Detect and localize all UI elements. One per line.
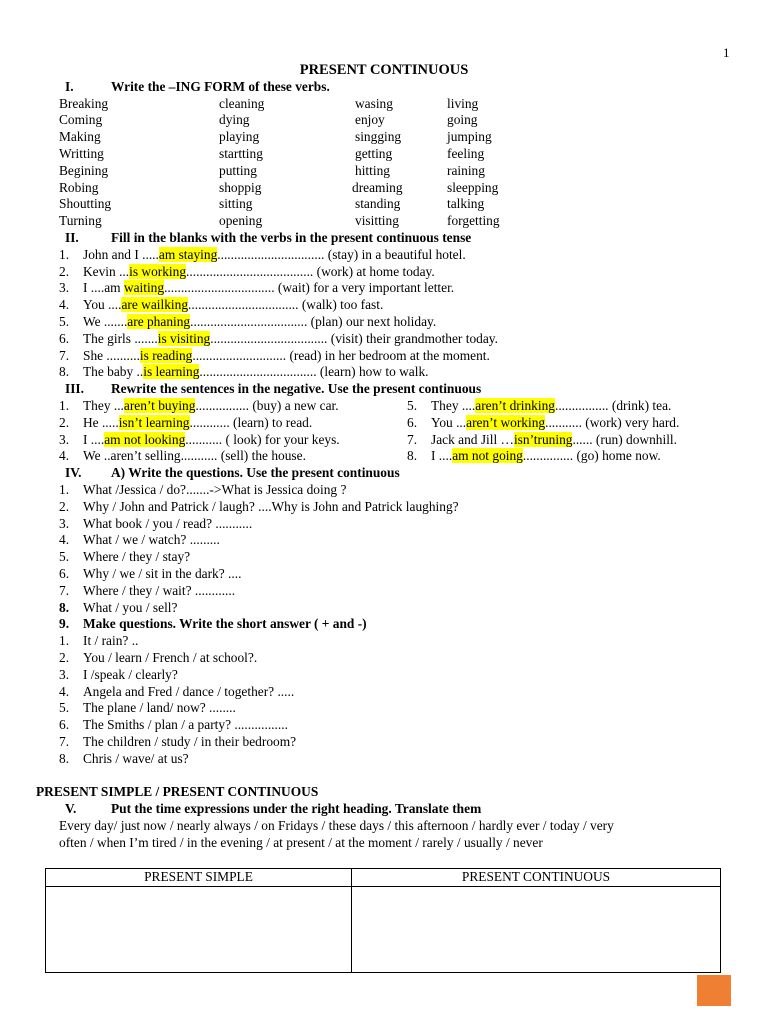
fill-blank-item xyxy=(0,314,768,331)
fill-blank-item xyxy=(0,297,768,314)
item-text: I /speak / clearly? xyxy=(83,666,178,682)
item-suffix: ............................ (read) in her bedroom at the moment. xyxy=(192,347,490,363)
item-prefix: I .... xyxy=(431,448,453,464)
highlighted-answer: am not looking xyxy=(104,431,186,447)
section-5-heading: V. Put the time expressions under the right heading. Translate them xyxy=(65,801,482,817)
question-item xyxy=(0,600,768,617)
highlighted-answer: am not going xyxy=(452,448,523,464)
section-4-heading: IV. A) Write the questions. Use the present continuous xyxy=(65,465,400,481)
verb-row: Robing shoppig dreaming sleepping xyxy=(59,179,499,195)
item-number: 2. xyxy=(59,414,70,430)
corner-color-box xyxy=(697,975,731,1006)
worksheet-title: PRESENT CONTINUOUS xyxy=(299,62,469,78)
item-text: The children / study / in their bedroom? xyxy=(83,733,297,749)
verb-row: Turning opening visitting forgetting xyxy=(59,213,500,229)
item-number: 1. xyxy=(59,397,70,413)
item-text xyxy=(83,432,340,449)
item-suffix: ................................... (plan) our next holiday. xyxy=(190,313,437,329)
fill-blank-item xyxy=(0,247,768,264)
highlighted-answer: aren’t working xyxy=(466,414,546,430)
item-number: 4. xyxy=(59,532,70,548)
item-prefix: He ..... xyxy=(83,414,119,430)
highlighted-answer: are wailking xyxy=(121,297,189,313)
item-prefix: You ... xyxy=(431,414,467,430)
question-item xyxy=(0,482,768,499)
item-prefix: They .... xyxy=(431,397,476,413)
item-prefix: The baby .. xyxy=(83,364,144,380)
item-number: 5. xyxy=(59,549,70,565)
verb-row: Begining putting hitting raining xyxy=(59,162,485,178)
highlighted-answer: isn’truning xyxy=(513,431,573,447)
section-2-list xyxy=(0,247,768,381)
short-answer-item xyxy=(0,734,768,751)
item-prefix: We ....... xyxy=(83,313,128,329)
item-text xyxy=(83,398,339,415)
item-suffix: ............ (learn) to read. xyxy=(189,414,313,430)
present-simple-header: PRESENT SIMPLE xyxy=(46,869,352,887)
item-prefix: Kevin ... xyxy=(83,263,130,279)
present-continuous-cell[interactable] xyxy=(352,886,721,972)
negative-item-row xyxy=(0,448,768,465)
item-text: Why / John and Patrick / laugh? ....Why is John and Patrick laughing? xyxy=(83,498,459,514)
item-text: What / we / watch? ......... xyxy=(83,532,220,548)
item-text: Where / they / stay? xyxy=(83,549,191,565)
question-item xyxy=(0,532,768,549)
item-text xyxy=(83,247,466,264)
item-text: You / learn / French / at school?. xyxy=(83,649,258,665)
verb-row: Making playing singging jumping xyxy=(59,129,492,145)
item-number: 6. xyxy=(59,717,70,733)
item-prefix: Jack and Jill … xyxy=(431,431,514,447)
highlighted-answer: is learning xyxy=(143,364,200,380)
highlighted-answer: am staying xyxy=(158,246,218,262)
item-suffix: ........... ( look) for your keys. xyxy=(185,431,340,447)
item-number: 6. xyxy=(407,414,418,430)
highlighted-answer: is working xyxy=(129,263,187,279)
highlighted-answer: aren’t drinking xyxy=(475,397,555,413)
section-4-list xyxy=(0,482,768,616)
item-prefix: They ... xyxy=(83,397,124,413)
item-number: 7. xyxy=(59,733,70,749)
question-item xyxy=(0,583,768,600)
item-number: 5. xyxy=(407,397,418,413)
item-text: Angela and Fred / dance / together? ..... xyxy=(83,683,295,699)
item-number: 6. xyxy=(59,565,70,581)
highlighted-answer: isn’t learning xyxy=(118,414,190,430)
fill-blank-item xyxy=(0,264,768,281)
fill-blank-item xyxy=(0,364,768,381)
present-simple-continuous-title: PRESENT SIMPLE / PRESENT CONTINUOUS xyxy=(36,784,319,800)
highlighted-answer: is visiting xyxy=(157,330,211,346)
question-item xyxy=(0,499,768,516)
fill-blank-item xyxy=(0,280,768,297)
item-number: 3. xyxy=(59,515,70,531)
item-number: 7. xyxy=(407,431,418,447)
section-1-heading: I. Write the –ING FORM of these verbs. xyxy=(65,78,330,94)
item-prefix: I ....am xyxy=(83,280,124,296)
short-answer-item xyxy=(0,667,768,684)
present-continuous-header: PRESENT CONTINUOUS xyxy=(352,869,721,887)
fill-blank-item xyxy=(0,348,768,365)
item-number: 5. xyxy=(59,313,70,329)
time-expressions-line-1: Every day/ just now / nearly always / on Fridays / these days / this afternoon / hardly ever / today / very xyxy=(59,817,614,833)
item-number: 5. xyxy=(59,700,70,716)
short-answer-item xyxy=(0,633,768,650)
item-prefix: The girls ....... xyxy=(83,330,158,346)
item-prefix: John and I ..... xyxy=(83,246,159,262)
item-number: 4. xyxy=(59,448,70,464)
item-text: What book / you / read? ........... xyxy=(83,515,253,531)
item-number: 8. xyxy=(407,448,418,464)
item-text: What / you / sell? xyxy=(83,599,178,615)
item-text xyxy=(83,297,383,314)
item-number: 7. xyxy=(59,347,70,363)
item-text xyxy=(431,448,661,465)
item-text xyxy=(83,314,436,331)
question-item xyxy=(0,516,768,533)
short-answer-item xyxy=(0,751,768,768)
present-simple-cell[interactable] xyxy=(46,886,352,972)
item-number: 8. xyxy=(59,364,70,380)
verb-row: Coming dying enjoy going xyxy=(59,112,478,128)
highlighted-answer: aren’t buying xyxy=(123,397,196,413)
short-answer-item xyxy=(0,684,768,701)
item-number: 3. xyxy=(59,431,70,447)
item-text: Chris / wave/ at us? xyxy=(83,750,189,766)
item-number: 1. xyxy=(59,481,70,497)
item-prefix: She .......... xyxy=(83,347,140,363)
item-suffix: ................................... (visit) their grandmother today. xyxy=(210,330,498,346)
section-3-heading: III. Rewrite the sentences in the negative. Use the present continuous xyxy=(65,381,482,397)
item-suffix: ...................................... (work) at home today. xyxy=(186,263,435,279)
item-number: 7. xyxy=(59,582,70,598)
fill-blank-item xyxy=(0,331,768,348)
item-suffix: ................................... (learn) how to walk. xyxy=(199,364,429,380)
highlighted-answer: is reading xyxy=(139,347,193,363)
item-text xyxy=(83,448,306,465)
item-number: 3. xyxy=(59,280,70,296)
item-number: 1. xyxy=(59,633,70,649)
item-suffix: ................................. (walk) too fast. xyxy=(188,297,384,313)
item-prefix: I .... xyxy=(83,431,105,447)
highlighted-answer: are phaning xyxy=(127,313,191,329)
item-number: 3. xyxy=(59,666,70,682)
verb-grid xyxy=(0,96,768,230)
item-prefix: You .... xyxy=(83,297,122,313)
negative-item-row xyxy=(0,415,768,432)
item-text xyxy=(83,264,435,281)
item-text xyxy=(83,280,454,297)
verb-row: Shoutting sitting standing talking xyxy=(59,196,485,212)
heading-table xyxy=(45,868,721,973)
item-text: The Smiths / plan / a party? ................ xyxy=(83,717,288,733)
verb-row: Breaking cleaning wasing living xyxy=(59,95,479,111)
item-number: 1. xyxy=(59,246,70,262)
negative-item-row xyxy=(0,398,768,415)
item-text xyxy=(431,398,671,415)
highlighted-answer: waiting xyxy=(123,280,165,296)
item-number: 2. xyxy=(59,649,70,665)
question-item xyxy=(0,549,768,566)
short-answer-item xyxy=(0,650,768,667)
section-2-heading: II. Fill in the blanks with the verbs in the present continuous tense xyxy=(65,229,472,245)
item-suffix: ........... (work) very hard. xyxy=(545,414,680,430)
item-number: 8. xyxy=(59,599,70,615)
item-text xyxy=(83,364,429,381)
item-number: 8. xyxy=(59,750,70,766)
item-number: 2. xyxy=(59,263,70,279)
section-3-list xyxy=(0,398,768,465)
time-expressions-line-2: often / when I’m tired / in the evening / at present / at the moment / rarely / usually / never xyxy=(59,834,543,850)
item-suffix: ...... (run) downhill. xyxy=(572,431,677,447)
item-suffix: ................ (buy) a new car. xyxy=(195,397,339,413)
item-text xyxy=(431,432,677,449)
question-item xyxy=(0,566,768,583)
item-text xyxy=(83,415,312,432)
item-text: What /Jessica / do?.......->What is Jessica doing ? xyxy=(83,481,347,497)
item-text: Why / we / sit in the dark? .... xyxy=(83,565,242,581)
item-number: 2. xyxy=(59,498,70,514)
worksheet xyxy=(0,62,768,851)
negative-item-row xyxy=(0,432,768,449)
item-suffix: ................ (drink) tea. xyxy=(554,397,672,413)
item-text xyxy=(431,415,679,432)
short-answer-item xyxy=(0,717,768,734)
page-number: 1 xyxy=(723,45,730,60)
verb-row: Writting startting getting feeling xyxy=(59,145,485,161)
short-answer-item xyxy=(0,700,768,717)
item-number: 4. xyxy=(59,297,70,313)
item-suffix: ................................. (wait) for a very important letter. xyxy=(164,280,455,296)
item-suffix: ............... (go) home now. xyxy=(522,448,661,464)
short-answer-list xyxy=(0,633,768,767)
item-number: 4. xyxy=(59,683,70,699)
short-answer-heading: 9. Make questions. Write the short answer ( + and -) xyxy=(59,616,367,632)
item-number: 6. xyxy=(59,330,70,346)
item-prefix: We ..aren’t selling........... (sell) the house. xyxy=(83,448,306,464)
item-text: It / rain? .. xyxy=(83,633,139,649)
item-text: Where / they / wait? ............ xyxy=(83,582,236,598)
item-text xyxy=(83,331,498,348)
item-text: The plane / land/ now? ........ xyxy=(83,700,236,716)
item-text xyxy=(83,348,490,365)
item-suffix: ................................ (stay) in a beautiful hotel. xyxy=(217,246,466,262)
